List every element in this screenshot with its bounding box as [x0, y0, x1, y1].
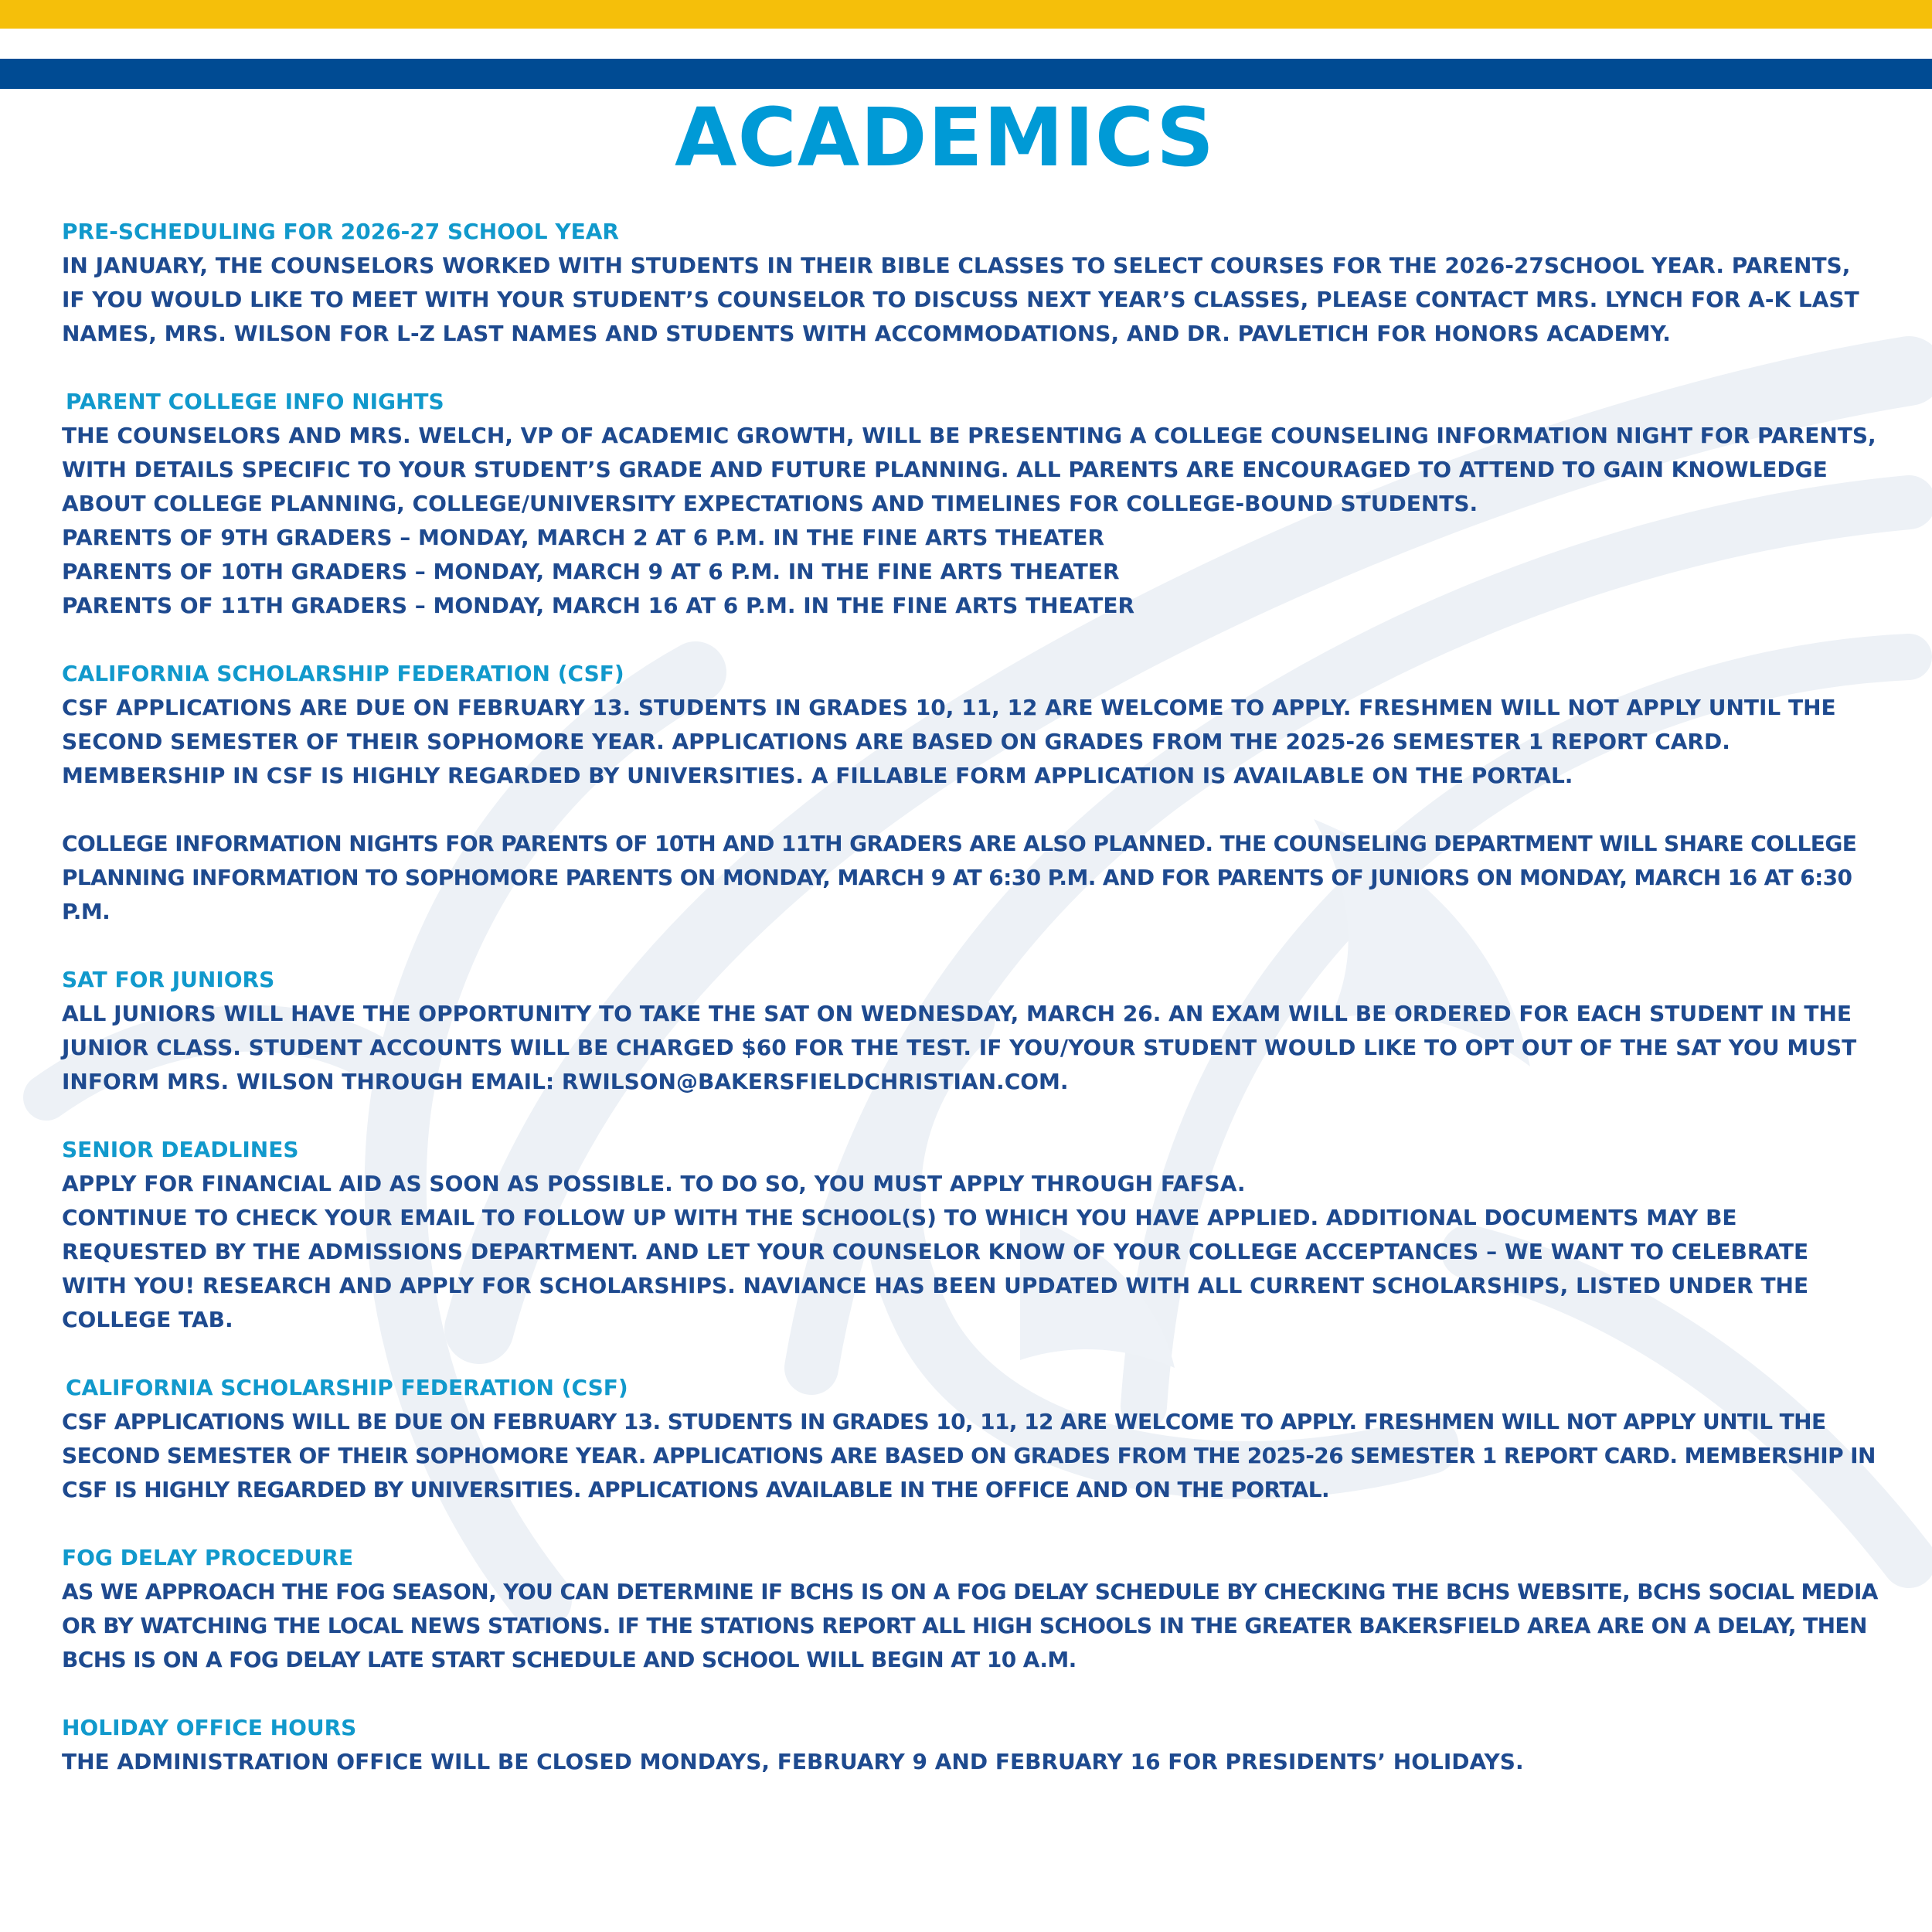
schedule-line: PARENTS OF 11TH GRADERS – MONDAY, MARCH 16 AT 6 P.M. IN THE FINE ARTS THEATER	[62, 593, 1135, 618]
section-paragraph: IN JANUARY, THE COUNSELORS WORKED WITH STUDENTS IN THEIR BIBLE CLASSES TO SELECT COURSES FOR THE 2026-27SCHOOL YEAR. PARENTS, IF YOU WOULD LIKE TO MEET WITH YOUR STUDENT’S COUNSELOR TO DISCUSS NEXT YEAR’S CLASSES, PLEASE CONTACT MRS. LYNCH FOR A-K LAST NAMES, MRS. WILSON FOR L-Z LAST NAMES AND STUDENTS WITH ACCOMMODATIONS, AND DR. PAVLETICH FOR HONORS ACADEMY.	[62, 253, 1859, 346]
section-holiday-office-hours	[62, 1711, 1878, 1779]
section-heading: PARENT COLLEGE INFO NIGHTS	[66, 389, 444, 414]
section-paragraph: THE ADMINISTRATION OFFICE WILL BE CLOSED MONDAYS, FEBRUARY 9 AND FEBRUARY 16 FOR PRESIDENTS’ HOLIDAYS.	[62, 1749, 1524, 1774]
section-paragraph: CSF APPLICATIONS WILL BE DUE ON FEBRUARY 13. STUDENTS IN GRADES 10, 11, 12 ARE WELCOME TO APPLY. FRESHMEN WILL NOT APPLY UNTIL THE SECOND SEMESTER OF THEIR SOPHOMORE YEAR. APPLICATIONS ARE BASED ON GRADES FROM THE 2025-26 SEMESTER 1 REPORT CARD. MEMBERSHIP IN CSF IS HIGHLY REGARDED BY UNIVERSITIES. APPLICATIONS AVAILABLE IN THE OFFICE AND ON THE PORTAL.	[62, 1409, 1876, 1502]
section-csf-second	[62, 1371, 1878, 1507]
section-paragraph: ALL JUNIORS WILL HAVE THE OPPORTUNITY TO TAKE THE SAT ON WEDNESDAY, MARCH 26. AN EXAM WILL BE ORDERED FOR EACH STUDENT IN THE JUNIOR CLASS. STUDENT ACCOUNTS WILL BE CHARGED $60 FOR THE TEST. IF YOU/YOUR STUDENT WOULD LIKE TO OPT OUT OF THE SAT YOU MUST INFORM MRS. WILSON THROUGH EMAIL: RWILSON@BAKERSFIELDCHRISTIAN.COM.	[62, 1001, 1857, 1094]
section-paragraph: THE COUNSELORS AND MRS. WELCH, VP OF ACADEMIC GROWTH, WILL BE PRESENTING A COLLEGE COUNSELING INFORMATION NIGHT FOR PARENTS, WITH DETAILS SPECIFIC TO YOUR STUDENT’S GRADE AND FUTURE PLANNING. ALL PARENTS ARE ENCOURAGED TO ATTEND TO GAIN KNOWLEDGE ABOUT COLLEGE PLANNING, COLLEGE/UNIVERSITY EXPECTATIONS AND TIMELINES FOR COLLEGE-BOUND STUDENTS.	[62, 423, 1876, 516]
section-sat-for-juniors	[62, 963, 1878, 1099]
section-heading: CALIFORNIA SCHOLARSHIP FEDERATION (CSF)	[62, 661, 624, 686]
schedule-line: PARENTS OF 9TH GRADERS – MONDAY, MARCH 2 AT 6 P.M. IN THE FINE ARTS THEATER	[62, 525, 1105, 550]
section-paragraph: APPLY FOR FINANCIAL AID AS SOON AS POSSIBLE. TO DO SO, YOU MUST APPLY THROUGH FAFSA.	[62, 1171, 1246, 1196]
section-paragraph: CONTINUE TO CHECK YOUR EMAIL TO FOLLOW UP WITH THE SCHOOL(S) TO WHICH YOU HAVE APPLIED. ADDITIONAL DOCUMENTS MAY BE REQUESTED BY THE ADMISSIONS DEPARTMENT. AND LET YOUR COUNSELOR KNOW OF YOUR COLLEGE ACCEPTANCES – WE WANT TO CELEBRATE WITH YOU! RESEARCH AND APPLY FOR SCHOLARSHIPS. NAVIANCE HAS BEEN UPDATED WITH ALL CURRENT SCHOLARSHIPS, LISTED UNDER THE COLLEGE TAB.	[62, 1205, 1809, 1332]
section-heading: CALIFORNIA SCHOLARSHIP FEDERATION (CSF)	[66, 1375, 628, 1400]
announcements-list	[62, 215, 1878, 1813]
section-csf	[62, 657, 1878, 793]
section-heading: SENIOR DEADLINES	[62, 1137, 299, 1162]
section-fog-delay-procedure	[62, 1541, 1878, 1677]
section-heading: PRE-SCHEDULING FOR 2026-27 SCHOOL YEAR	[62, 219, 619, 244]
page-title: ACADEMICS	[674, 90, 1215, 185]
top-blue-stripe	[0, 59, 1932, 89]
section-paragraph: COLLEGE INFORMATION NIGHTS FOR PARENTS OF 10TH AND 11TH GRADERS ARE ALSO PLANNED. THE COUNSELING DEPARTMENT WILL SHARE COLLEGE PLANNING INFORMATION TO SOPHOMORE PARENTS ON MONDAY, MARCH 9 AT 6:30 P.M. AND FOR PARENTS OF JUNIORS ON MONDAY, MARCH 16 AT 6:30 P.M.	[62, 831, 1857, 924]
section-parent-college-info-nights	[62, 385, 1878, 623]
section-pre-scheduling	[62, 215, 1878, 351]
section-paragraph: AS WE APPROACH THE FOG SEASON, YOU CAN DETERMINE IF BCHS IS ON A FOG DELAY SCHEDULE BY CHECKING THE BCHS WEBSITE, BCHS SOCIAL MEDIA OR BY WATCHING THE LOCAL NEWS STATIONS. IF THE STATIONS REPORT ALL HIGH SCHOOLS IN THE GREATER BAKERSFIELD AREA ARE ON A DELAY, THEN BCHS IS ON A FOG DELAY LATE START SCHEDULE AND SCHOOL WILL BEGIN AT 10 A.M.	[62, 1579, 1878, 1672]
top-gold-stripe	[0, 0, 1932, 29]
section-paragraph: CSF APPLICATIONS ARE DUE ON FEBRUARY 13. STUDENTS IN GRADES 10, 11, 12 ARE WELCOME TO APPLY. FRESHMEN WILL NOT APPLY UNTIL THE SECOND SEMESTER OF THEIR SOPHOMORE YEAR. APPLICATIONS ARE BASED ON GRADES FROM THE 2025-26 SEMESTER 1 REPORT CARD. MEMBERSHIP IN CSF IS HIGHLY REGARDED BY UNIVERSITIES. A FILLABLE FORM APPLICATION IS AVAILABLE ON THE PORTAL.	[62, 695, 1836, 788]
section-heading: SAT FOR JUNIORS	[62, 967, 275, 992]
schedule-line: PARENTS OF 10TH GRADERS – MONDAY, MARCH 9 AT 6 P.M. IN THE FINE ARTS THEATER	[62, 559, 1120, 584]
section-heading: FOG DELAY PROCEDURE	[62, 1545, 354, 1570]
section-heading: HOLIDAY OFFICE HOURS	[62, 1715, 357, 1740]
section-college-information-nights	[62, 827, 1878, 929]
section-senior-deadlines	[62, 1133, 1878, 1337]
